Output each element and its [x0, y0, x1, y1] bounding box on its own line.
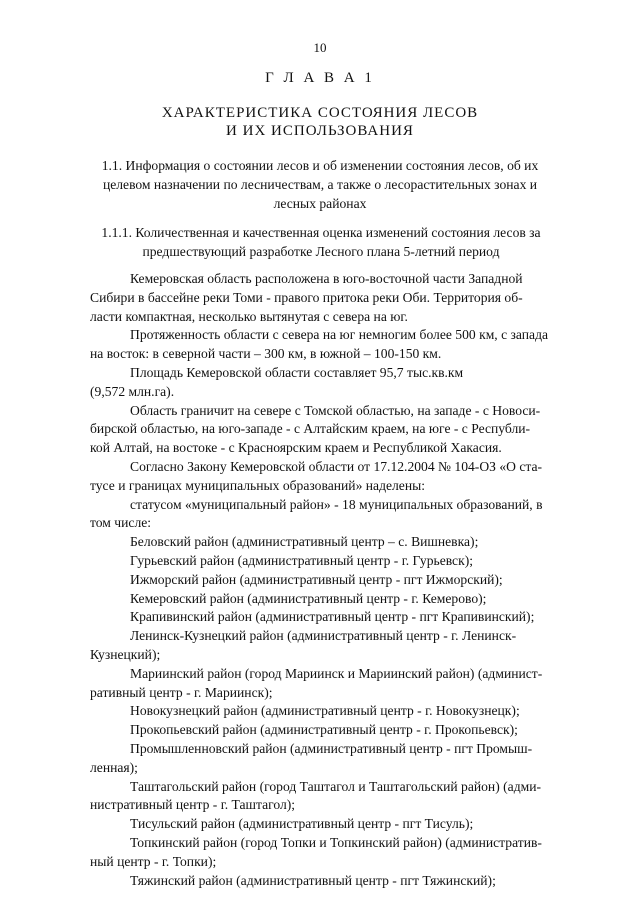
list-item [90, 533, 590, 552]
list-item [90, 834, 590, 872]
text-line: Новокузнецкий район (административный центр - г. Новокузнецк); [130, 703, 520, 719]
chapter-title-line: ХАРАКТЕРИСТИКА СОСТОЯНИЯ ЛЕСОВ [161, 105, 479, 121]
paragraph-extent [90, 326, 590, 364]
list-item [90, 590, 590, 609]
text-line: Крапивинский район (административный центр - пгт Крапивинский); [130, 609, 535, 625]
paragraph-area [90, 364, 590, 402]
section-heading-line: 1.1. Информация о состоянии лесов и об изменении состояния лесов, об их [101, 158, 539, 173]
page-number: 10 [313, 40, 327, 55]
list-item [90, 552, 590, 571]
text-line: тусе и границах муниципальных образований» наделены: [90, 477, 426, 493]
text-line: Топкинский район (город Топки и Топкинский район) (административ- [130, 834, 542, 850]
chapter-heading: Г Л А В А 1 [265, 70, 375, 86]
text-line: том числе: [90, 515, 152, 531]
text-line: Ленинск-Кузнецкий район (административный центр - г. Ленинск- [130, 628, 517, 644]
paragraph-law [90, 458, 590, 496]
text-line: (9,572 млн.га). [90, 383, 175, 399]
text-line: Площадь Кемеровской области составляет 95,7 тыс.кв.км [130, 364, 464, 380]
text-line: Кузнецкий); [90, 646, 161, 662]
text-line: ленная); [90, 759, 138, 775]
text-line: Согласно Закону Кемеровской области от 17.12.2004 № 104-ОЗ «О ста- [130, 458, 543, 474]
text-line: статусом «муниципальный район» - 18 муниципальных образований, в [130, 496, 543, 512]
text-line: Сибири в бассейне реки Томи - правого притока реки Оби. Территория об- [90, 289, 523, 305]
text-line: ративный центр - г. Мариинск); [90, 684, 273, 700]
text-line: Мариинский район (город Мариинск и Мариинский район) (админист- [130, 665, 543, 681]
subsection-heading-line: 1.1.1. Количественная и качественная оценка изменений состояния лесов за [101, 225, 541, 240]
text-line: Область граничит на севере с Томской областью, на западе - с Новоси- [130, 402, 541, 418]
text-line: Кемеровский район (административный центр - г. Кемерово); [130, 590, 487, 606]
section-heading-line: лесных районах [273, 196, 367, 211]
text-line: Тисульский район (административный центр - пгт Тисуль); [130, 816, 474, 832]
section-heading [100, 156, 540, 213]
chapter-title [0, 104, 640, 140]
subsection-heading-line: предшествующий разработке Лесного плана 5-летний период [142, 244, 500, 259]
paragraph-intro [90, 270, 590, 326]
list-item [90, 665, 590, 703]
text-line: Промышленновский район (административный центр - пгт Промыш- [130, 740, 533, 756]
text-line: Протяженность области с севера на юг немногим более 500 км, с запада [130, 327, 549, 343]
list-item [90, 608, 590, 627]
text-line: Прокопьевский район (административный центр - г. Прокопьевск); [130, 722, 518, 738]
list-item [90, 627, 590, 665]
list-item [90, 702, 590, 721]
list-item [90, 571, 590, 590]
paragraph-borders [90, 402, 590, 458]
chapter-title-line: И ИХ ИСПОЛЬЗОВАНИЯ [226, 123, 414, 139]
text-line: Тяжинский район (административный центр - пгт Тяжинский); [130, 872, 496, 888]
text-line: Гурьевский район (административный центр - г. Гурьевск); [130, 552, 474, 568]
text-line: Кемеровская область расположена в юго-восточной части Западной [130, 271, 523, 286]
list-item [90, 778, 590, 816]
list-item [90, 815, 590, 834]
text-line: на восток: в северной части – 300 км, в южной – 100-150 км. [90, 346, 442, 362]
list-item [90, 872, 590, 891]
text-line: Беловский район (административный центр – с. Вишневка); [130, 534, 479, 550]
list-item [90, 721, 590, 740]
text-line: ласти компактная, несколько вытянутая с севера на юг. [90, 308, 408, 324]
section-heading-line: целевом назначении по лесничествам, а также о лесорастительных зонах и [102, 177, 538, 192]
text-line: нистративный центр - г. Таштагол); [90, 797, 296, 813]
list-item [90, 740, 590, 778]
text-line: кой Алтай, на востоке - с Красноярским краем и Республикой Хакасия. [90, 440, 502, 456]
text-line: Таштагольский район (город Таштагол и Таштагольский район) (адми- [130, 778, 542, 794]
paragraph-status [90, 496, 590, 534]
body-text [90, 270, 590, 890]
subsection-heading [98, 223, 544, 261]
text-line: бирской областью, на юго-западе - с Алтайским краем, на юге - с Республи- [90, 421, 531, 437]
text-line: Ижморский район (административный центр - пгт Ижморский); [130, 571, 503, 587]
text-line: ный центр - г. Топки); [90, 853, 217, 869]
